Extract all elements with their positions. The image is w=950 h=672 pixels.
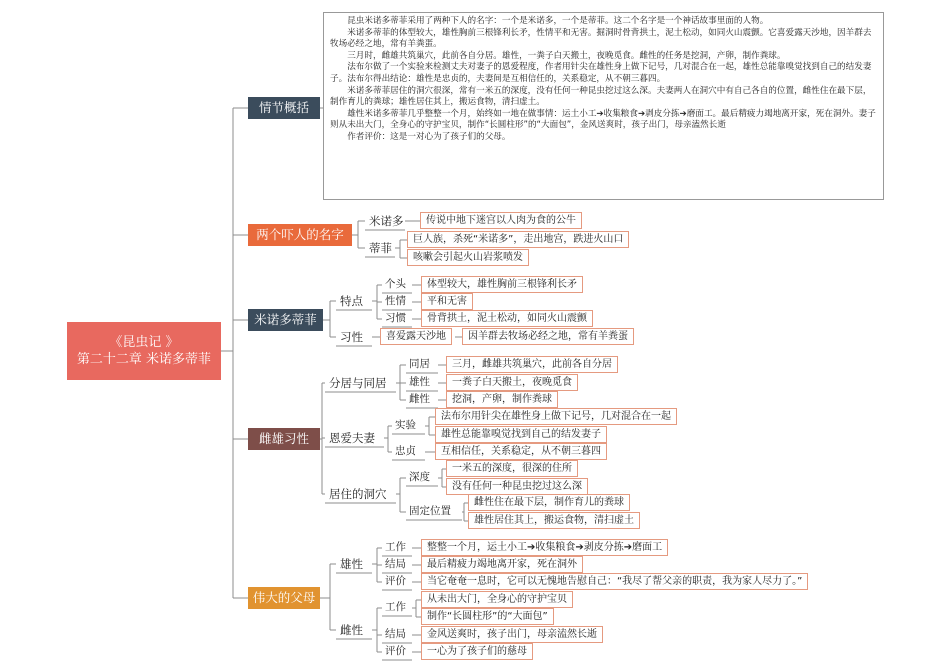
leaf-difei-giant[interactable]: 巨人族，杀死“米诺多”，走出地宫，跌进火山口 [407,231,629,248]
leaf-loyal[interactable]: 互相信任，关系稳定，从不朝三暮四 [435,443,607,460]
node-loving-couple[interactable]: 恩爱夫妻 [329,431,375,445]
leaf-male-position[interactable]: 雄性居住其上，搬运食物，清扫虚土 [468,512,640,529]
leaf-experiment-mark[interactable]: 法布尔用针尖在雄性身上做下记号，几对混合在一起 [435,408,677,425]
leaf-size[interactable]: 体型较大，雄性胸前三根锋利长矛 [421,276,583,293]
branch-couple-habits[interactable]: 雌雄习性 [248,428,320,450]
root-title: 《昆虫记 》 [109,335,179,350]
summary-paragraph: 雄性米诺多蒂菲几乎整整一个月，始终如一地在做事情：运土小工➔收集粮食➔剥皮分拣➔磨面工。最后精疲力竭地离开家，死在洞外。妻子则从未出大门，全身心的守护宝贝，制作“长圆柱形”的“大面包”，金风送爽时，孩子出门，母亲溘然长逝 [330,108,876,131]
label-male[interactable]: 雄性 [409,376,430,388]
leaf-deepest[interactable]: 没有任何一种昆虫挖过这么深 [446,478,588,495]
branch-plot-summary[interactable]: 情节概括 [248,97,320,119]
leaf-female-bread[interactable]: 制作“长圆柱形”的“大面包” [421,608,554,625]
summary-paragraph: 昆虫米诺多蒂菲采用了两种下人的名字：一个是米诺多，一个是蒂菲。这二个名字是一个神话故事里面的人物。 [347,16,769,26]
label-position[interactable]: 固定位置 [409,505,451,517]
label-female[interactable]: 雌性 [409,393,430,405]
leaf-depth[interactable]: 一米五的深度，很深的住所 [446,460,578,477]
branch-great-parents[interactable]: 伟大的父母 [248,587,320,609]
branch-scary-names[interactable]: 两个吓人的名字 [248,224,352,246]
label-male-work[interactable]: 工作 [385,541,406,553]
name-difei[interactable]: 蒂菲 [369,241,392,255]
label-loyal[interactable]: 忠贞 [395,445,416,457]
summary-paragraph: 米诺多蒂菲的体型较大，雄性胸前三根锋利长矛，性情平和无害。掘洞时骨背拱土，泥土松动，如同火山震颤。它喜爱露天沙地，因羊群去牧场必经之地，常有羊粪蛋。 [330,27,872,50]
label-depth[interactable]: 深度 [409,471,430,483]
leaf-female-end[interactable]: 金风送爽时，孩子出门，母亲溘然长逝 [421,626,603,643]
label-male-end[interactable]: 结局 [385,558,406,570]
leaf-female-position[interactable]: 雌性住在最下层，制作育儿的粪球 [468,494,630,511]
label-size[interactable]: 个头 [385,278,406,290]
node-traits[interactable]: 特点 [340,294,363,308]
leaf-sheep[interactable]: 因羊群去牧场必经之地，常有羊粪蛋 [462,328,634,345]
summary-paragraph: 三月时，雌雄共筑巢穴，此前各自分居。雄性，一粪子白天搬土，夜晚觅食。雌性的任务是挖洞，产卵，制作粪球。 [347,50,786,61]
leaf-female-guard[interactable]: 从未出大门，全身心的守护宝贝 [421,591,573,608]
label-experiment[interactable]: 实验 [395,419,416,431]
node-male-parent[interactable]: 雄性 [340,557,363,571]
summary-paragraph: 米诺多蒂菲居住的洞穴很深，常有一米五的深度，没有任何一种昆虫挖过这么深。夫妻两人在洞穴中有自己各自的位置，雌性住在最下层，制作育儿的粪球；雄性居住其上，搬运食物，清扫虚土。 [330,85,872,108]
leaf-female[interactable]: 挖洞，产卵，制作粪球 [446,391,558,408]
leaf-male[interactable]: 一粪子白天搬土，夜晚觅食 [446,374,578,391]
leaf-temper[interactable]: 平和无害 [421,293,473,310]
leaf-experiment-smell[interactable]: 雄性总能靠嗅觉找到自己的结发妻子 [435,426,607,443]
leaf-habit[interactable]: 骨背拱土，泥土松动，如同火山震颤 [421,310,593,327]
label-female-work[interactable]: 工作 [385,601,406,613]
node-burrow[interactable]: 居住的洞穴 [329,487,387,501]
leaf-male-work[interactable]: 整整一个月，运土小工➔收集粮食➔剥皮分拣➔磨面工 [421,539,668,556]
leaf-male-eval[interactable]: 当它奄奄一息时，它可以无愧地告慰自己：“我尽了帮父亲的职责，我为家人尽力了。” [421,573,808,590]
summary-paragraph: 法布尔做了一个实验来检测丈夫对妻子的恩爱程度，作者用针尖在雄性身上做下记号，几对混合在一起，雄性总能靠嗅觉找到自己的结发妻子。法布尔得出结论：雄性是忠贞的，夫妻间是互相信任的，关系稳定，从不朝三暮四。 [330,62,872,84]
node-separate-live[interactable]: 分居与同居 [329,376,387,390]
root-subtitle: 第二十二章 米诺多蒂菲 [76,352,212,367]
label-together[interactable]: 同居 [409,358,430,370]
root-topic[interactable] [67,322,221,380]
node-habits[interactable]: 习性 [340,330,363,344]
summary-paragraph: 作者评价：这是一对心为了孩子们的父母。 [347,131,511,142]
leaf-minuo-desc[interactable]: 传说中地下迷宫以人肉为食的公牛 [420,212,582,229]
label-female-eval[interactable]: 评价 [385,645,406,657]
label-male-eval[interactable]: 评价 [385,575,406,587]
leaf-sand[interactable]: 喜爱露天沙地 [380,328,452,345]
branch-minotaur[interactable]: 米诺多蒂菲 [248,309,323,331]
label-temper[interactable]: 性情 [385,295,406,307]
leaf-difei-volcano[interactable]: 咳嗽会引起火山岩浆喷发 [407,249,529,266]
node-female-parent[interactable]: 雌性 [340,623,363,637]
name-minuo[interactable]: 米诺多 [369,214,404,228]
leaf-female-eval[interactable]: 一心为了孩子们的慈母 [421,643,533,660]
plot-summary-box [323,12,884,200]
leaf-together[interactable]: 三月，雌雄共筑巢穴，此前各自分居 [446,356,618,373]
label-habit[interactable]: 习惯 [385,312,406,324]
leaf-male-end[interactable]: 最后精疲力竭地离开家，死在洞外 [421,556,583,573]
label-female-end[interactable]: 结局 [385,628,406,640]
